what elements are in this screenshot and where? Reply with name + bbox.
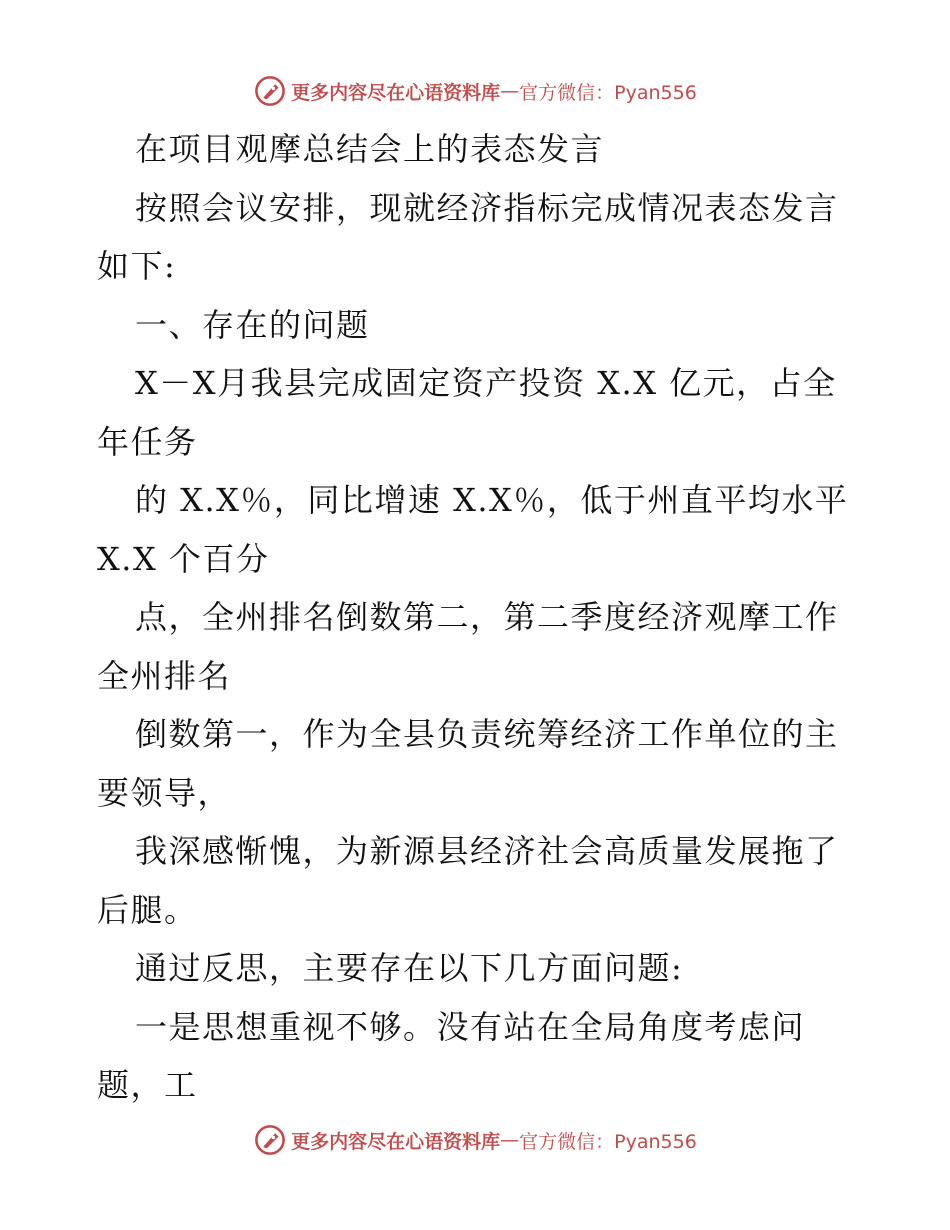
document-line: 我深感惭愧，为新源县经济社会高质量发展拖了 — [135, 832, 839, 870]
document-line: 全州排名 — [97, 656, 232, 695]
document-line: 的 X.X％，同比增速 X.X％，低于州直平均水平 — [135, 481, 849, 519]
document-line: 一、存在的问题 — [135, 305, 370, 344]
document-line: 按照会议安排，现就经济指标完成情况表态发言 — [135, 188, 839, 227]
document-line: 倒数第一，作为全县负责统筹经济工作单位的主 — [135, 715, 839, 753]
document-line: 后腿。 — [97, 890, 198, 929]
watermark-text: 更多内容尽在心语资料库 — [291, 1130, 501, 1153]
watermark-separator: — — [500, 80, 520, 102]
document-line: 题，工 — [97, 1066, 198, 1104]
document-line: X.X 个百分 — [97, 539, 270, 578]
document-line: 年任务 — [97, 422, 198, 461]
watermark-wechat: 官方微信：Pyan556 — [519, 81, 697, 104]
document-line: 在项目观摩总结会上的表态发言 — [135, 130, 605, 168]
document-line: 如下: — [97, 247, 177, 285]
document-line: 点，全州排名倒数第二，第二季度经济观摩工作 — [135, 598, 839, 636]
document-line: 要领导， — [97, 773, 232, 812]
watermark-separator: — — [500, 1129, 520, 1151]
pen-nib-logo-icon — [253, 74, 287, 108]
watermark-text: 更多内容尽在心语资料库 — [291, 81, 501, 104]
document-line: 一是思想重视不够。没有站在全局角度考虑问 — [135, 1007, 806, 1046]
document-body — [97, 120, 857, 1115]
document-line: X－X月我县完成固定资产投资 X.X 亿元，占全 — [135, 364, 837, 402]
watermark-wechat: 官方微信：Pyan556 — [519, 1130, 697, 1153]
pen-nib-logo-icon — [253, 1123, 287, 1157]
footer-watermark — [0, 1118, 950, 1162]
document-line: 通过反思，主要存在以下几方面问题: — [135, 949, 684, 987]
header-watermark — [0, 69, 950, 113]
